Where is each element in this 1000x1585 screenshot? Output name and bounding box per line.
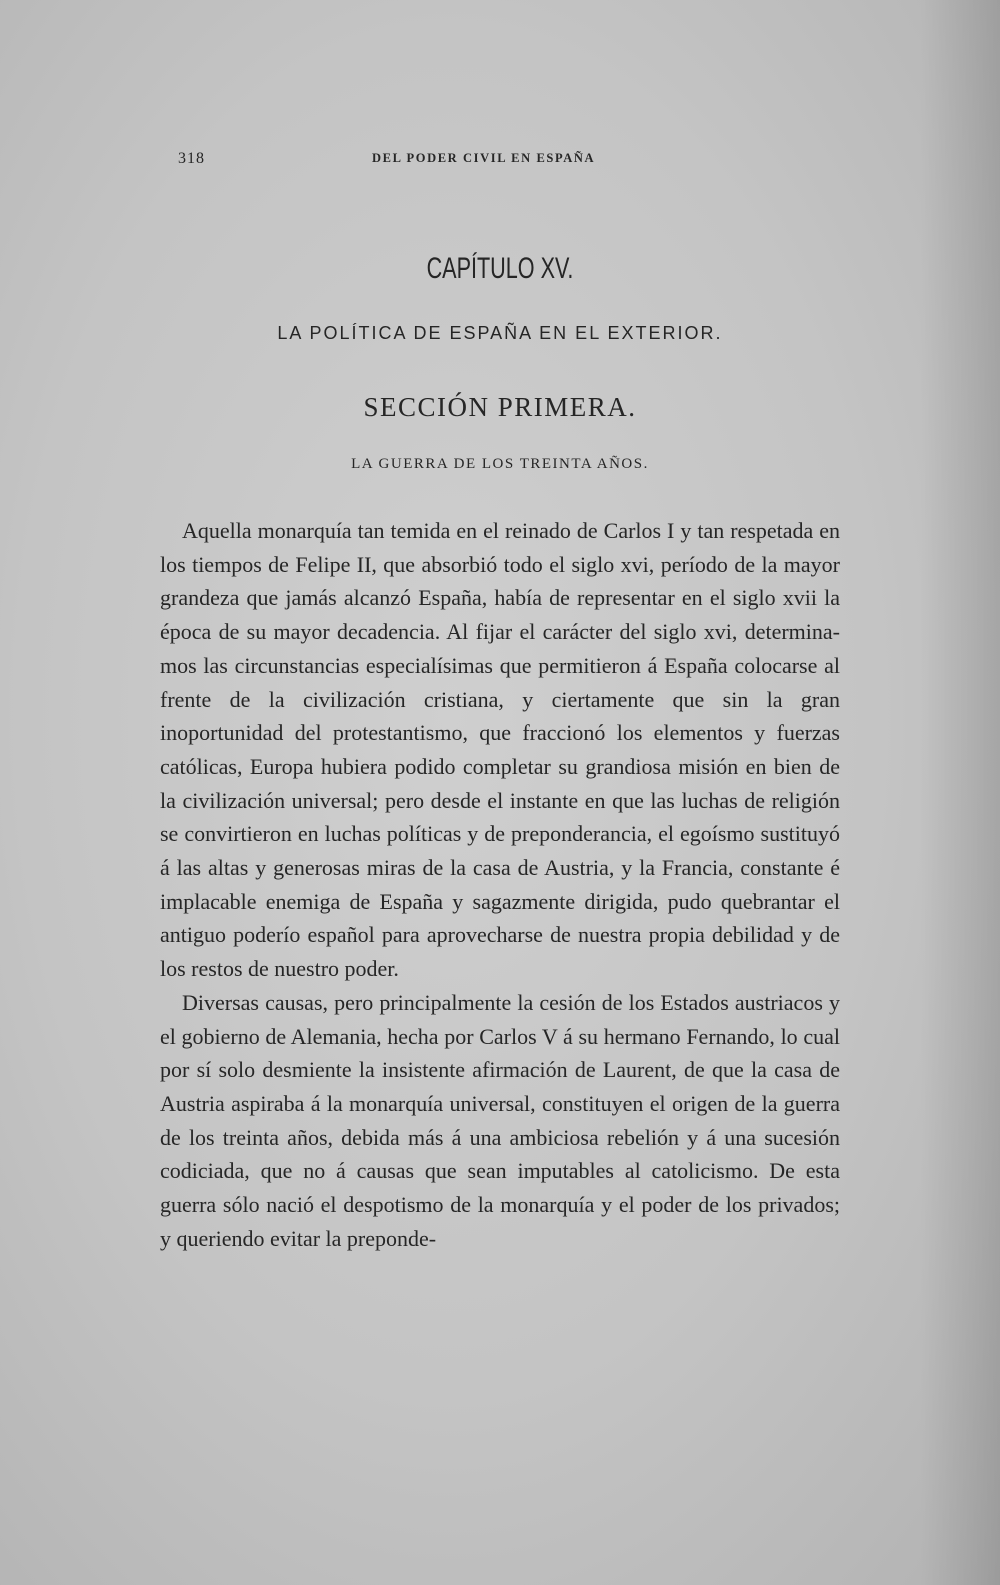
paragraph-1: Aquella monarquía tan temida en el reinado de Carlos I y tan respetada en los tiempos de Felipe II, que absorbió todo el siglo xvi, período de la mayor grandeza que jamás alcanzó España, había de representar en el siglo xvii la época de su mayor decadencia. Al fijar el carácter del siglo xvi, determinamos las circunstancias especialísimas que permitieron á España colocarse al frente de la civilización cristiana, y ciertamente que sin la gran inoportunidad del protestantismo, que fraccionó los elementos y fuerzas católicas, Europa hubiera podido completar su grandiosa misión en bien de la civilización universal; pero desde el instante en que las luchas de religión se convirtieron en luchas políticas y de preponderancia, el egoísmo sustituyó á las altas y generosas miras de la casa de Austria, y la Francia, constante é implacable enemiga de España y sagazmente dirigida, pudo quebrantar el antiguo poderío español para aprovecharse de nuestra propia debilidad y de los restos de nuestro poder. (160, 518, 840, 982)
running-head (178, 150, 658, 172)
chapter-title: CAPÍTULO XV. (426, 252, 574, 285)
page-number: 318 (178, 150, 205, 167)
running-title: DEL PODER CIVIL EN ESPAÑA (372, 151, 596, 165)
section-subtitle: LA GUERRA DE LOS TREINTA AÑOS. (351, 456, 649, 472)
paragraph-2: Diversas causas, pero principalmente la cesión de los Estados austriacos y el gobierno de Alemania, hecha por Carlos V á su hermano Fernando, lo cual por sí solo desmiente la insistente afirmación de Laurent, de que la casa de Austria aspiraba á la monarquía universal, constituyen el origen de la guerra de los treinta años, debida más á una ambiciosa rebelión y á una sucesión codiciada, que no á causas que sean imputables al catolicismo. De esta guerra sólo nació el despotismo de la monarquía y el poder de los privados; y queriendo evitar la preponde- (160, 989, 840, 1251)
section-title: SECCIÓN PRIMERA. (363, 392, 637, 422)
page-edge-shadow (920, 0, 1000, 1585)
body-text (160, 514, 840, 1255)
chapter-subtitle: LA POLÍTICA DE ESPAÑA EN EL EXTERIOR. (277, 323, 723, 343)
